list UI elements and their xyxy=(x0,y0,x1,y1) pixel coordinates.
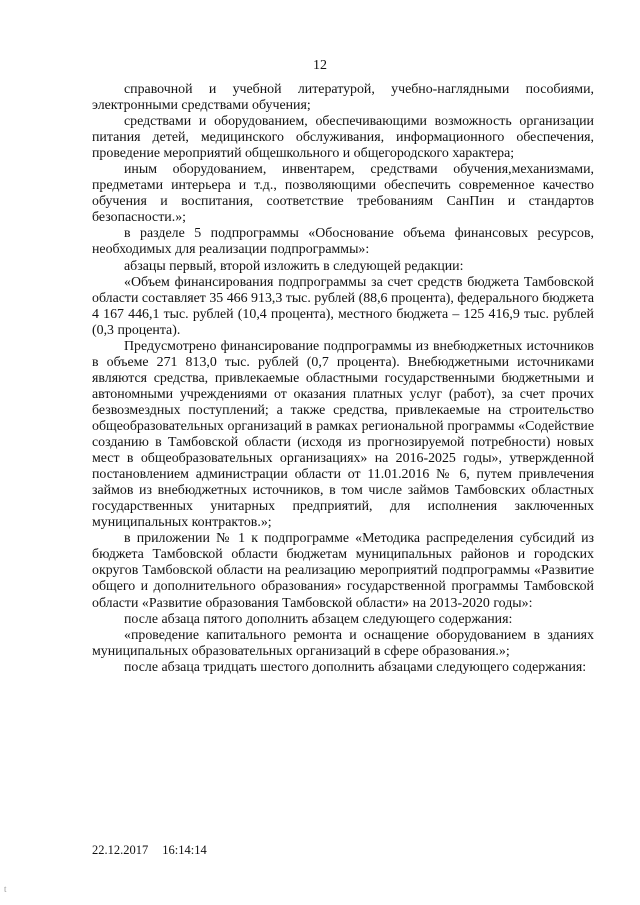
paragraph-3: иным оборудованием, инвентарем, средствами обучения,механизмами, предметами интерьера и т.д., позволяющими обеспечить современное качество обучения и воспитания, соответствие требованиям СанПин и стандартов безопасности.»; xyxy=(92,162,594,226)
paragraph-9: после абзаца пятого дополнить абзацем следующего содержания: xyxy=(124,611,513,627)
paragraph-6: «Объем финансирования подпрограммы за счет средств бюджета Тамбовской области составляет 35 466 913,3 тыс. рублей (88,6 процента), федерального бюджета 4 167 446,1 тыс. рублей (10,4 процента), местного бюджета – 125 416,9 тыс. рублей (0,3 процента). xyxy=(92,274,594,338)
document-body xyxy=(92,82,594,676)
footer-date: 22.12.2017 xyxy=(92,843,149,857)
footer-time: 16:14:14 xyxy=(162,843,207,857)
footer-timestamp xyxy=(92,843,207,858)
paragraph-2: средствами и оборудованием, обеспечивающими возможность организации питания детей, медицинского обслуживания, информационного обеспечения, проведение мероприятий общешкольного и общегородского характера; xyxy=(92,114,594,162)
paragraph-1: справочной и учебной литературой, учебно-наглядными пособиями, электронными средствами обучения; xyxy=(92,82,594,114)
paragraph-4: в разделе 5 подпрограммы «Обоснование объема финансовых ресурсов, необходимых для реализации подпрограммы»: xyxy=(92,226,594,258)
margin-mark: t xyxy=(4,884,7,894)
paragraph-11: после абзаца тридцать шестого дополнить абзацами следующего содержания: xyxy=(124,659,587,675)
paragraph-5: абзацы первый, второй изложить в следующей редакции: xyxy=(124,258,464,274)
page-number: 12 xyxy=(313,58,327,73)
paragraph-8: в приложении № 1 к подпрограмме «Методика распределения субсидий из бюджета Тамбовской области бюджетам муниципальных районов и городских округов Тамбовской области на реализацию мероприятий подпрограммы «Развитие общего и дополнительного образования» государственной программы Тамбовской области «Развитие образования Тамбовской области» на 2013-2020 годы»: xyxy=(92,531,594,611)
paragraph-7: Предусмотрено финансирование подпрограммы из внебюджетных источников в объеме 271 813,0 тыс. рублей (0,7 процента). Внебюджетными источниками являются средства, привлекаемые областными государственными бюджетными и автономными учреждениями от оказания платных услуг (работ), за счет прочих безвозмездных поступлений; а также средства, привлекаемые на строительство общеобразовательных организаций в рамках региональной программы «Содействие созданию в Тамбовской области (исходя из прогнозируемой потребности) новых мест в общеобразовательных организациях» на 2016-2025 годы», утвержденной постановлением администрации области от 11.01.2016 № 6, путем привлечения займов из внебюджетных источников, в том числе займов Тамбовских областных государственных унитарных предприятий, для исполнения заключенных муниципальных контрактов.»; xyxy=(92,338,594,531)
paragraph-10: «проведение капитального ремонта и оснащение оборудованием в зданиях муниципальных образовательных организаций в сфере образования.»; xyxy=(92,627,594,659)
